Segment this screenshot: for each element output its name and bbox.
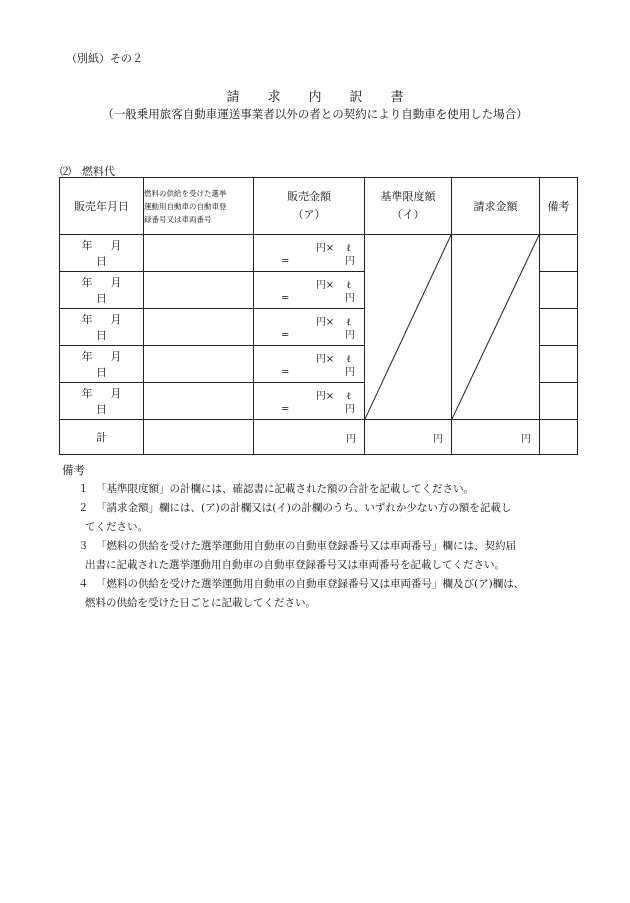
year-label: 年 — [81, 350, 93, 363]
yen-times-label: 円× — [315, 354, 335, 365]
document-title — [0, 86, 630, 105]
yen-times-label: 円× — [315, 317, 335, 328]
header-limit-amount — [365, 178, 452, 235]
date-cell[interactable] — [60, 272, 144, 309]
equals-label: = — [281, 330, 290, 341]
header-vehicle-line: 燃料の供給を受けた選挙 — [144, 188, 227, 198]
header-sale-line: 販売金額 — [287, 190, 331, 203]
day-label: 日 — [96, 292, 107, 305]
note-text: 「請求金額」欄には、(ア)の計欄又は(イ)の計欄のうち、いずれか少ない方の額を記載し — [96, 502, 512, 514]
equals-label: = — [281, 404, 290, 415]
vehicle-number-cell[interactable] — [144, 272, 254, 309]
total-remarks-cell[interactable] — [540, 420, 578, 455]
yen-times-label: 円× — [315, 280, 335, 291]
note-text-continued: 出書に記載された選挙運動用自動車の自動車登録番号又は車両番号を記載してください。 — [85, 559, 505, 571]
note-number: ４ — [78, 578, 89, 590]
unit-price-line — [304, 313, 351, 328]
sale-amount-cell[interactable] — [254, 346, 365, 383]
yen-label: 円 — [345, 367, 355, 378]
liter-label: ℓ — [346, 391, 351, 402]
diagonal-strike-line — [452, 235, 539, 419]
date-cell[interactable] — [60, 383, 144, 420]
year-label: 年 — [81, 276, 93, 289]
title-char: 書 — [390, 90, 404, 105]
remarks-cell[interactable] — [540, 383, 578, 420]
liter-label: ℓ — [346, 280, 351, 291]
section-label-fuel: ⑵ 燃料代 — [60, 165, 115, 178]
note-item — [78, 537, 578, 575]
month-label: 月 — [110, 239, 122, 252]
sale-amount-cell[interactable] — [254, 235, 365, 272]
note-item — [78, 499, 578, 537]
day-label: 日 — [96, 403, 107, 416]
note-text: 「燃料の供給を受けた選挙運動用自動車の自動車登録番号又は車両番号」欄及び(ア)欄は、 — [96, 578, 525, 590]
remarks-cell[interactable] — [540, 235, 578, 272]
equals-label: = — [281, 293, 290, 304]
month-label: 月 — [110, 313, 122, 326]
table-header-row — [60, 178, 578, 235]
yen-times-label: 円× — [315, 391, 335, 402]
header-vehicle-line: 録番号又は車両番号 — [144, 214, 212, 224]
vehicle-number-cell[interactable] — [144, 309, 254, 346]
year-label: 年 — [81, 387, 93, 400]
yen-label: 円 — [345, 293, 355, 304]
header-limit-line: （イ） — [391, 208, 425, 221]
yen-label: 円 — [345, 330, 355, 341]
claim-amount-crossed-cell — [452, 235, 540, 420]
note-number: １ — [78, 483, 89, 495]
title-char: 訳 — [349, 90, 363, 105]
header-vehicle-number — [144, 178, 254, 235]
total-vehicle-cell — [144, 420, 254, 455]
note-item — [78, 575, 578, 613]
header-remarks: 備考 — [540, 178, 578, 235]
sale-amount-cell[interactable] — [254, 272, 365, 309]
notes-title: 備考 — [62, 463, 85, 477]
day-label: 日 — [96, 255, 107, 268]
table-row — [60, 235, 578, 272]
day-label: 日 — [96, 366, 107, 379]
header-vehicle-line: 運動用自動車の自動車登 — [144, 201, 227, 211]
vehicle-number-cell[interactable] — [144, 346, 254, 383]
remarks-cell[interactable] — [540, 346, 578, 383]
form-reference-label: （別紙）その２ — [66, 52, 143, 65]
unit-price-line — [304, 350, 351, 365]
sale-amount-cell[interactable] — [254, 309, 365, 346]
unit-price-line — [304, 239, 351, 254]
note-number: ２ — [78, 502, 89, 514]
sale-amount-cell[interactable] — [254, 383, 365, 420]
yen-label: 円 — [345, 404, 355, 415]
header-claim-amount: 請求金額 — [452, 178, 540, 235]
unit-price-line — [304, 276, 351, 291]
month-label: 月 — [110, 387, 122, 400]
remarks-cell[interactable] — [540, 272, 578, 309]
month-label: 月 — [110, 350, 122, 363]
liter-label: ℓ — [346, 354, 351, 365]
table-total-row — [60, 420, 578, 455]
title-char: 請 — [226, 90, 240, 105]
total-limit-amount-cell[interactable]: 円 — [365, 420, 452, 455]
yen-label: 円 — [345, 256, 355, 267]
yen-times-label: 円× — [315, 243, 335, 254]
vehicle-number-cell[interactable] — [144, 235, 254, 272]
vehicle-number-cell[interactable] — [144, 383, 254, 420]
note-text: 「基準限度額」の計欄には、確認書に記載された額の合計を記載してください。 — [96, 483, 474, 495]
header-sale-date: 販売年月日 — [60, 178, 144, 235]
day-label: 日 — [96, 329, 107, 342]
note-text-continued: てください。 — [85, 521, 148, 533]
limit-amount-crossed-cell — [365, 235, 452, 420]
title-char: 求 — [267, 90, 281, 105]
document-subtitle: （一般乗用旅客自動車運送事業者以外の者との契約により自動車を使用した場合） — [102, 107, 528, 121]
month-label: 月 — [110, 276, 122, 289]
date-cell[interactable] — [60, 346, 144, 383]
date-cell[interactable] — [60, 235, 144, 272]
diagonal-strike-line — [365, 235, 451, 419]
total-label: 計 — [60, 420, 144, 455]
unit-price-line — [304, 387, 351, 402]
title-char: 内 — [308, 90, 322, 105]
liter-label: ℓ — [346, 317, 351, 328]
note-text: 「燃料の供給を受けた選挙運動用自動車の自動車登録番号又は車両番号」欄には、契約届 — [96, 540, 516, 552]
note-number: ３ — [78, 540, 89, 552]
year-label: 年 — [81, 239, 93, 252]
note-item — [78, 480, 578, 499]
total-sale-amount-cell[interactable]: 円 — [254, 420, 365, 455]
liter-label: ℓ — [346, 243, 351, 254]
note-text-continued: 燃料の供給を受けた日ごとに記載してください。 — [85, 597, 316, 609]
total-claim-amount-cell[interactable]: 円 — [452, 420, 540, 455]
equals-label: = — [281, 256, 290, 267]
equals-label: = — [281, 367, 290, 378]
header-sale-line: （ア） — [292, 208, 326, 221]
year-label: 年 — [81, 313, 93, 326]
header-sale-amount — [254, 178, 365, 235]
date-cell[interactable] — [60, 309, 144, 346]
remarks-cell[interactable] — [540, 309, 578, 346]
fuel-cost-table — [59, 177, 578, 455]
header-limit-line: 基準限度額 — [380, 190, 436, 203]
